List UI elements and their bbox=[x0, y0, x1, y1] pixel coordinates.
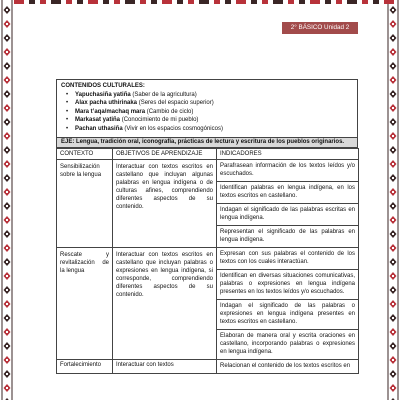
indicador-item: Elaboran de manera oral y escrita oraciones en castellano, incorporando palabras o expresiones en lengua indígena. bbox=[220, 332, 355, 355]
indicador-item: Representan el significado de las palabras en lengua indígena. bbox=[220, 228, 355, 243]
eje-heading: EJE: Lengua, tradición oral, iconografía, prácticas de lectura y escritura de los pueblos originarios. bbox=[56, 138, 358, 148]
indicadores-cell bbox=[217, 359, 359, 373]
column-header-indicadores: INDICADORES bbox=[217, 148, 359, 159]
document-body bbox=[56, 79, 358, 374]
contenidos-item: • Yapuchasiña yatiña (Saber de la agricultura) bbox=[75, 91, 353, 100]
objetivo-cell: Interactuar con textos escritos en castellano que incluyan algunas palabras en lengua indígena o de culturas afines, comprendiendo diferentes aspectos de su contenido. bbox=[113, 159, 217, 247]
indicador-item: Indagan el significado de las palabras o expresiones en lengua indígena presentes en textos escritos en castellano. bbox=[217, 300, 358, 330]
table-header-row bbox=[57, 148, 359, 159]
table-row bbox=[57, 159, 359, 247]
contenidos-title: CONTENIDOS CULTURALES: bbox=[61, 83, 145, 89]
contenidos-item: • Pachan uthasiña (Vivir en los espacios cosmogónicos) bbox=[75, 125, 353, 134]
contenidos-item: • Mara t’aqa/machaq mara (Cambio de ciclo) bbox=[75, 108, 353, 117]
top-decorative-bar bbox=[14, 0, 386, 4]
contenidos-item: • Alax pacha uthirinaka (Seres del espacio superior) bbox=[75, 99, 353, 108]
column-header-objetivos: OBJETIVOS DE APRENDIZAJE bbox=[113, 148, 217, 159]
contexto-cell: Rescate y revitalización de la lengua bbox=[57, 247, 113, 359]
objetivo-cell: Interactuar con textos escritos en castellano que incluyan palabras o expresiones en lengua indígena, si corresponde, comprendiendo diferentes aspectos de su contenido. bbox=[113, 247, 217, 359]
contexto-cell: Sensibilización sobre la lengua bbox=[57, 159, 113, 247]
unit-badge: 2° BÁSICO Unidad 2 bbox=[282, 22, 358, 34]
indicador-item: Relacionan el contenido de los textos escritos en bbox=[220, 362, 351, 369]
indicadores-cell bbox=[217, 159, 359, 247]
indicador-item: Parafrasean información de los textos leídos y/o escuchados. bbox=[217, 160, 358, 182]
indicador-item: Identifican palabras en lengua indígena, en los textos escritos en castellano. bbox=[217, 182, 358, 204]
contenidos-culturales-box bbox=[56, 79, 358, 138]
indicador-item: Indagan el significado de las palabras escritas en lengua indígena. bbox=[217, 204, 358, 226]
indicador-item: Identifican en diversas situaciones comunicativas, palabras o expresiones en lengua indígena presentes en los textos leídos y/o escuchados. bbox=[217, 270, 358, 300]
table-row bbox=[57, 359, 359, 373]
contenidos-list bbox=[61, 91, 353, 134]
indicadores-cell bbox=[217, 247, 359, 359]
column-header-contexto: CONTEXTO bbox=[57, 148, 113, 159]
right-decorative-border bbox=[386, 0, 400, 400]
indicador-item: Expresan con sus palabras el contenido de los textos con los cuales interactúan. bbox=[217, 248, 358, 270]
left-decorative-border bbox=[0, 0, 14, 400]
curriculum-table bbox=[56, 148, 359, 374]
table-row bbox=[57, 247, 359, 359]
objetivo-cell: Interactuar con textos bbox=[113, 359, 217, 373]
contenidos-item: • Markasat yatiña (Conocimiento de mi pueblo) bbox=[75, 116, 353, 125]
contexto-cell: Fortalecimiento bbox=[57, 359, 113, 373]
